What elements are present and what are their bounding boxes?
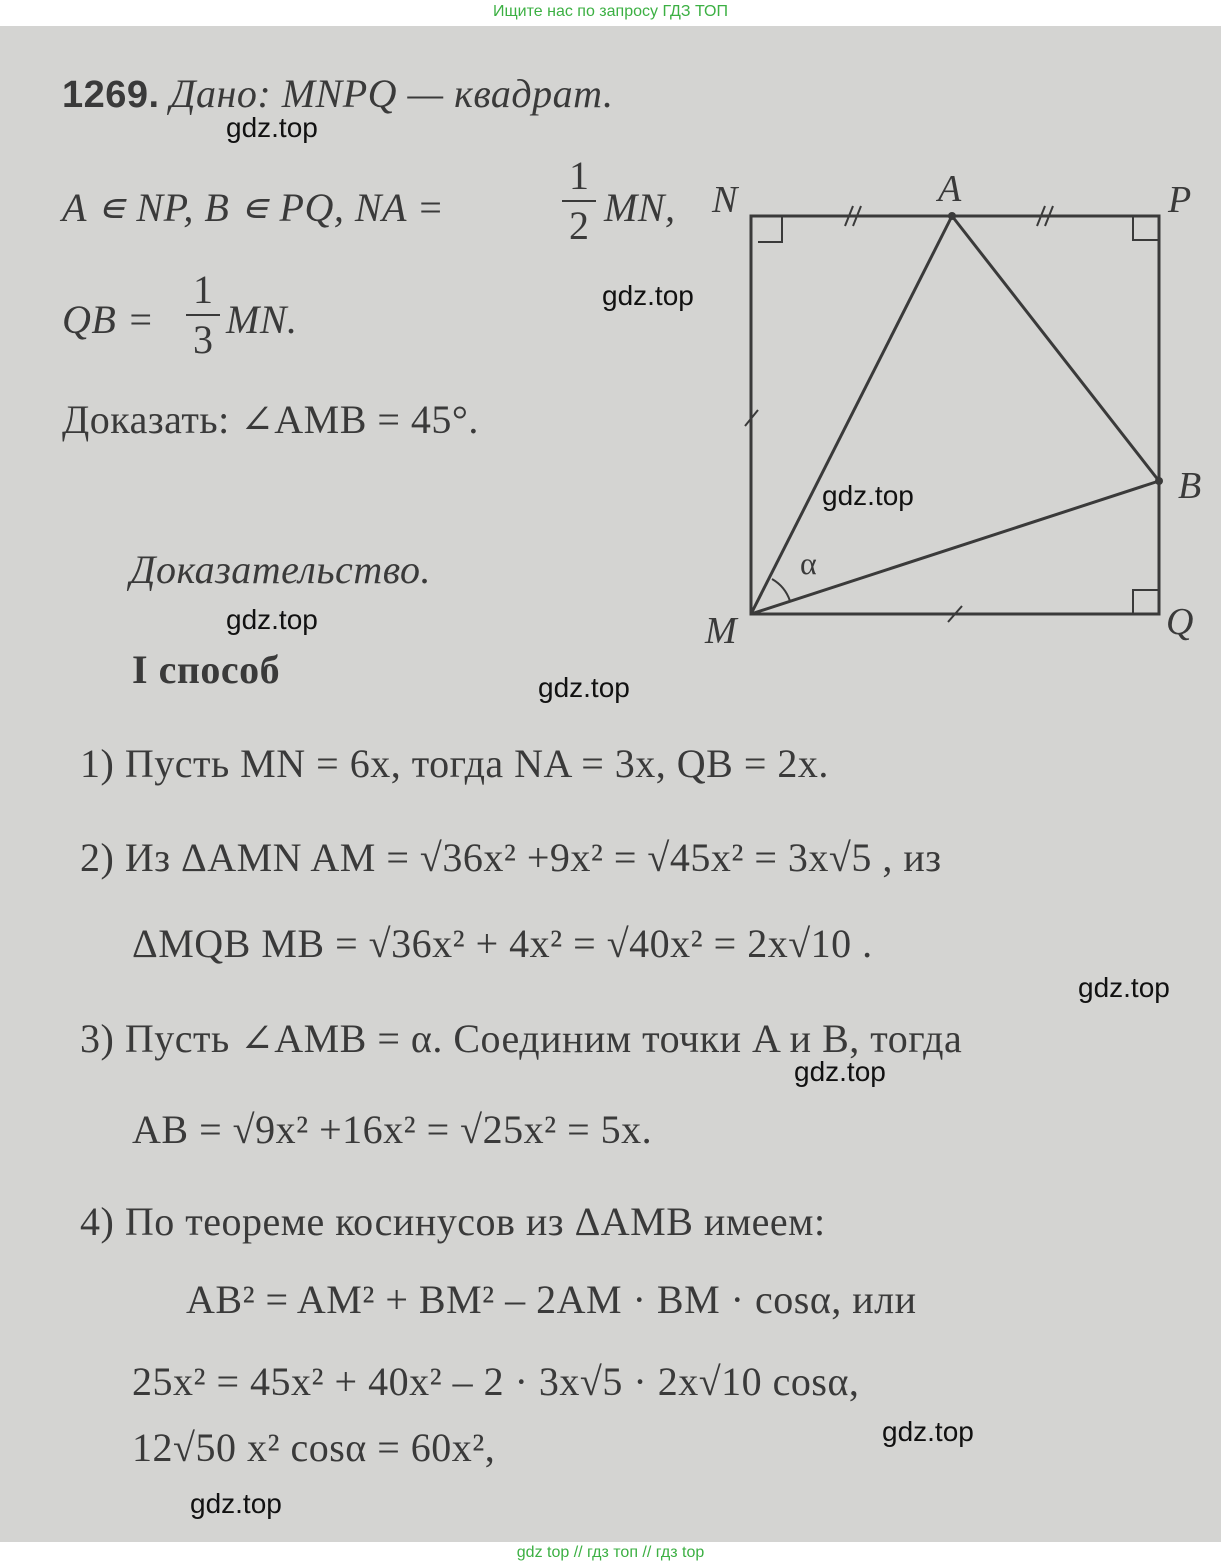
equation-3: 12√50 x² cosα = 60x², <box>132 1425 496 1470</box>
fraction-one-third <box>186 267 220 362</box>
label-a: A <box>938 168 962 210</box>
point-b <box>1155 477 1163 485</box>
angle-alpha-arc <box>772 579 790 601</box>
step-2a: 2) Из ΔAMN AM = √36x² +9x² = √45x² = 3x√5 , из <box>80 835 942 880</box>
fraction-numerator: 1 <box>569 153 589 198</box>
given-line-2a: A ∊ NP, B ∊ PQ, NA = <box>62 185 445 230</box>
given-line-2b: MN, <box>604 185 676 230</box>
right-angle-q-icon <box>1133 590 1159 614</box>
label-n: N <box>712 179 738 221</box>
problem-number: 1269. <box>62 74 160 116</box>
step-2b: ΔMQB MB = √36x² + 4x² = √40x² = 2x√10 . <box>132 921 873 966</box>
label-q: Q <box>1166 601 1194 643</box>
bottom-banner[interactable]: gdz top // гдз топ // гдз top <box>0 1542 1221 1567</box>
watermark: gdz.top <box>538 672 630 703</box>
fraction-bar <box>562 200 596 202</box>
label-alpha: α <box>800 545 817 581</box>
segment-am <box>751 216 952 614</box>
top-banner[interactable]: Ищите нас по запросу ГДЗ ТОП <box>0 0 1221 26</box>
proof-heading: Доказательство. <box>130 547 432 592</box>
problem-header <box>62 71 614 116</box>
label-m: M <box>705 610 737 652</box>
textbook-page <box>0 26 1221 1542</box>
right-angle-n-icon <box>758 216 782 242</box>
watermark: gdz.top <box>226 112 318 143</box>
fraction-numerator: 1 <box>193 267 213 312</box>
fraction-denominator: 2 <box>569 203 589 248</box>
watermark: gdz.top <box>226 604 318 635</box>
watermark: gdz.top <box>882 1416 974 1447</box>
given-line-3a: QB = <box>62 297 155 342</box>
given-text: MNPQ — квадрат. <box>281 71 614 116</box>
segment-ab <box>952 216 1159 481</box>
watermark: gdz.top <box>1078 972 1170 1003</box>
method-heading: I способ <box>132 647 281 692</box>
step-4: 4) По теореме косинусов из ΔAMB имеем: <box>80 1199 826 1244</box>
fraction-one-half <box>562 153 596 248</box>
label-p: P <box>1168 179 1192 221</box>
square-figure <box>690 146 1221 656</box>
step-3a: 3) Пусть ∠AMB = α. Соединим точки A и B, тогда <box>80 1016 963 1061</box>
label-b: B <box>1178 465 1202 507</box>
watermark: gdz.top <box>190 1488 282 1519</box>
step-3b: AB = √9x² +16x² = √25x² = 5x. <box>132 1107 653 1152</box>
fraction-bar <box>186 314 220 316</box>
watermark: gdz.top <box>822 480 914 511</box>
point-a <box>948 212 956 220</box>
prove-statement: Доказать: ∠AMB = 45°. <box>62 397 479 442</box>
step-1: 1) Пусть MN = 6x, тогда NA = 3x, QB = 2x. <box>80 741 829 786</box>
right-angle-p-icon <box>1133 216 1159 240</box>
given-label: Дано: <box>170 71 272 116</box>
equation-1: AB² = AM² + BM² – 2AM · BM · cosα, или <box>186 1277 917 1322</box>
given-line-3b: MN. <box>226 297 298 342</box>
equation-2: 25x² = 45x² + 40x² – 2 · 3x√5 · 2x√10 cosα, <box>132 1359 860 1404</box>
watermark: gdz.top <box>602 280 694 311</box>
watermark: gdz.top <box>794 1056 886 1087</box>
fraction-denominator: 3 <box>193 317 213 362</box>
